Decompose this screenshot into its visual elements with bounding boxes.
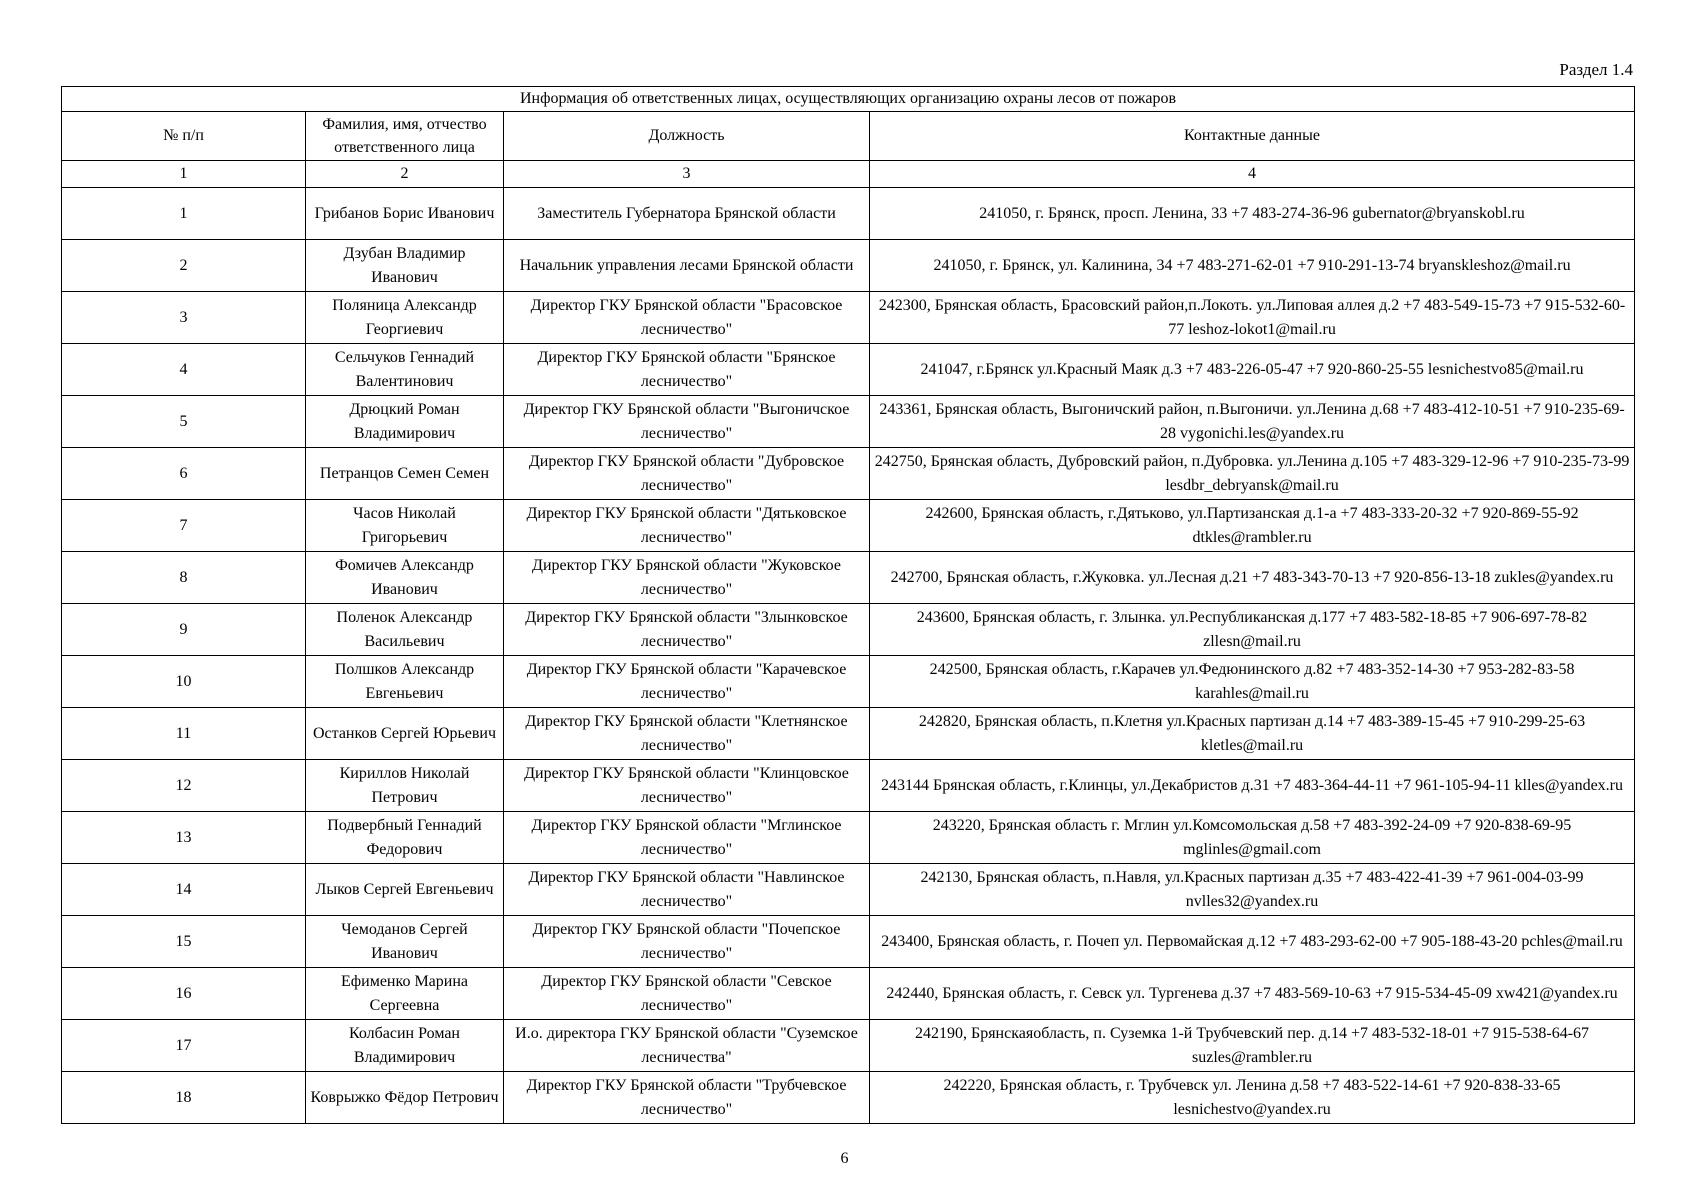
- row-number-cell: 6: [62, 448, 306, 500]
- column-number: 4: [870, 161, 1635, 188]
- table-row: [62, 656, 1635, 708]
- position-cell: Директор ГКУ Брянской области "Мглинское лесничество": [504, 812, 870, 864]
- table-row: [62, 292, 1635, 344]
- position-cell: Директор ГКУ Брянской области "Почепское лесничество": [504, 916, 870, 968]
- contacts-cell: 243220, Брянская область г. Мглин ул.Комсомольская д.58 +7 483-392-24-09 +7 920-838-69-95 mglinles@gmail.com: [870, 812, 1635, 864]
- position-cell: Директор ГКУ Брянской области "Карачевское лесничество": [504, 656, 870, 708]
- contacts-cell: 243144 Брянская область, г.Клинцы, ул.Декабристов д.31 +7 483-364-44-11 +7 961-105-94-11 klles@yandex.ru: [870, 760, 1635, 812]
- position-cell: Директор ГКУ Брянской области "Трубчевское лесничество": [504, 1072, 870, 1124]
- table-row: [62, 552, 1635, 604]
- row-number-cell: 7: [62, 500, 306, 552]
- contacts-cell: 242600, Брянская область, г.Дятьково, ул.Партизанская д.1-а +7 483-333-20-32 +7 920-869-55-92 dtkles@rambler.ru: [870, 500, 1635, 552]
- section-label: Раздел 1.4: [1559, 60, 1633, 79]
- person-name-cell: Полшков Александр Евгеньевич: [306, 656, 504, 708]
- row-number-cell: 18: [62, 1072, 306, 1124]
- contacts-cell: 243600, Брянская область, г. Злынка. ул.Республиканская д.177 +7 483-582-18-85 +7 906-697-78-82 zllesn@mail.ru: [870, 604, 1635, 656]
- row-number-cell: 16: [62, 968, 306, 1020]
- contacts-cell: 242300, Брянская область, Брасовский район,п.Локоть. ул.Липовая аллея д.2 +7 483-549-15-73 +7 915-532-60-77 leshoz-lokot1@mail.ru: [870, 292, 1635, 344]
- column-number: 1: [62, 161, 306, 188]
- table-row: [62, 500, 1635, 552]
- column-number: 2: [306, 161, 504, 188]
- position-cell: Директор ГКУ Брянской области "Брянское лесничество": [504, 344, 870, 396]
- contacts-cell: 242500, Брянская область, г.Карачев ул.Федюнинского д.82 +7 483-352-14-30 +7 953-282-83-58 karahles@mail.ru: [870, 656, 1635, 708]
- row-number-cell: 8: [62, 552, 306, 604]
- row-number-cell: 9: [62, 604, 306, 656]
- table-row: [62, 760, 1635, 812]
- contacts-cell: 243361, Брянская область, Выгоничский район, п.Выгоничи. ул.Ленина д.68 +7 483-412-10-51 +7 910-235-69-28 vygonichi.les@yandex.ru: [870, 396, 1635, 448]
- row-number-cell: 10: [62, 656, 306, 708]
- position-cell: Директор ГКУ Брянской области "Дубровское лесничество": [504, 448, 870, 500]
- table-row: [62, 864, 1635, 916]
- position-cell: Директор ГКУ Брянской области "Жуковское лесничество": [504, 552, 870, 604]
- person-name-cell: Дзубан Владимир Иванович: [306, 240, 504, 292]
- row-number-cell: 2: [62, 240, 306, 292]
- table-row: [62, 968, 1635, 1020]
- header-position: Должность: [504, 112, 870, 161]
- row-number-cell: 3: [62, 292, 306, 344]
- person-name-cell: Колбасин Роман Владимирович: [306, 1020, 504, 1072]
- table-row: [62, 916, 1635, 968]
- position-cell: И.о. директора ГКУ Брянской области "Суземское лесничества": [504, 1020, 870, 1072]
- contacts-cell: 241050, г. Брянск, ул. Калинина, 34 +7 483-271-62-01 +7 910-291-13-74 bryanskleshoz@mail.ru: [870, 240, 1635, 292]
- person-name-cell: Сельчуков Геннадий Валентинович: [306, 344, 504, 396]
- contacts-cell: 242130, Брянская область, п.Навля, ул.Красных партизан д.35 +7 483-422-41-39 +7 961-004-03-99 nvlles32@yandex.ru: [870, 864, 1635, 916]
- position-cell: Директор ГКУ Брянской области "Брасовское лесничество": [504, 292, 870, 344]
- table-row: [62, 708, 1635, 760]
- table-row: [62, 812, 1635, 864]
- contacts-cell: 243400, Брянская область, г. Почеп ул. Первомайская д.12 +7 483-293-62-00 +7 905-188-43-20 pchles@mail.ru: [870, 916, 1635, 968]
- position-cell: Директор ГКУ Брянской области "Дятьковское лесничество": [504, 500, 870, 552]
- row-number-cell: 13: [62, 812, 306, 864]
- table-row: [62, 344, 1635, 396]
- position-cell: Директор ГКУ Брянской области "Севское лесничество": [504, 968, 870, 1020]
- contacts-cell: 242820, Брянская область, п.Клетня ул.Красных партизан д.14 +7 483-389-15-45 +7 910-299-25-63 kletles@mail.ru: [870, 708, 1635, 760]
- person-name-cell: Поленок Александр Васильевич: [306, 604, 504, 656]
- person-name-cell: Чемоданов Сергей Иванович: [306, 916, 504, 968]
- row-number-cell: 1: [62, 188, 306, 240]
- person-name-cell: Останков Сергей Юрьевич: [306, 708, 504, 760]
- contacts-cell: 242220, Брянская область, г. Трубчевск ул. Ленина д.58 +7 483-522-14-61 +7 920-838-33-65 lesnichestvo@yandex.ru: [870, 1072, 1635, 1124]
- page-number: 6: [840, 1150, 849, 1167]
- row-number-cell: 14: [62, 864, 306, 916]
- person-name-cell: Подвербный Геннадий Федорович: [306, 812, 504, 864]
- column-number: 3: [504, 161, 870, 188]
- contacts-cell: 241047, г.Брянск ул.Красный Маяк д.3 +7 483-226-05-47 +7 920-860-25-55 lesnichestvo85@mail.ru: [870, 344, 1635, 396]
- position-cell: Начальник управления лесами Брянской области: [504, 240, 870, 292]
- contacts-cell: 242190, Брянскаяобласть, п. Суземка 1-й Трубчевский пер. д.14 +7 483-532-18-01 +7 915-538-64-67 suzles@rambler.ru: [870, 1020, 1635, 1072]
- row-number-cell: 15: [62, 916, 306, 968]
- header-number: № п/п: [62, 112, 306, 161]
- contacts-cell: 242750, Брянская область, Дубровский район, п.Дубровка. ул.Ленина д.105 +7 483-329-12-96 +7 910-235-73-99 lesdbr_debryansk@mail.ru: [870, 448, 1635, 500]
- row-number-cell: 5: [62, 396, 306, 448]
- person-name-cell: Поляница Александр Георгиевич: [306, 292, 504, 344]
- table-row: [62, 1072, 1635, 1124]
- person-name-cell: Грибанов Борис Иванович: [306, 188, 504, 240]
- position-cell: Директор ГКУ Брянской области "Злынковское лесничество": [504, 604, 870, 656]
- header-name: Фамилия, имя, отчество ответственного лица: [306, 112, 504, 161]
- position-cell: Директор ГКУ Брянской области "Навлинское лесничество": [504, 864, 870, 916]
- person-name-cell: Лыков Сергей Евгеньевич: [306, 864, 504, 916]
- position-cell: Заместитель Губернатора Брянской области: [504, 188, 870, 240]
- table-row: [62, 448, 1635, 500]
- table-row: [62, 396, 1635, 448]
- table-body: [62, 188, 1635, 1124]
- position-cell: Директор ГКУ Брянской области "Клинцовское лесничество": [504, 760, 870, 812]
- person-name-cell: Кириллов Николай Петрович: [306, 760, 504, 812]
- person-name-cell: Часов Николай Григорьевич: [306, 500, 504, 552]
- table-row: [62, 188, 1635, 240]
- table-row: [62, 604, 1635, 656]
- person-name-cell: Петранцов Семен Семен: [306, 448, 504, 500]
- position-cell: Директор ГКУ Брянской области "Выгоничское лесничество": [504, 396, 870, 448]
- table-row: [62, 240, 1635, 292]
- table-row: [62, 1020, 1635, 1072]
- contacts-cell: 242440, Брянская область, г. Севск ул. Тургенева д.37 +7 483-569-10-63 +7 915-534-45-09 xw421@yandex.ru: [870, 968, 1635, 1020]
- row-number-cell: 12: [62, 760, 306, 812]
- position-cell: Директор ГКУ Брянской области "Клетнянское лесничество": [504, 708, 870, 760]
- person-name-cell: Коврыжко Фёдор Петрович: [306, 1072, 504, 1124]
- person-name-cell: Ефименко Марина Сергеевна: [306, 968, 504, 1020]
- table-title: Информация об ответственных лицах, осуществляющих организацию охраны лесов от пожаров: [62, 87, 1635, 112]
- contacts-cell: 242700, Брянская область, г.Жуковка. ул.Лесная д.21 +7 483-343-70-13 +7 920-856-13-18 zukles@yandex.ru: [870, 552, 1635, 604]
- person-name-cell: Фомичев Александр Иванович: [306, 552, 504, 604]
- person-name-cell: Дрюцкий Роман Владимирович: [306, 396, 504, 448]
- responsible-persons-table: [61, 86, 1635, 1124]
- header-contacts: Контактные данные: [870, 112, 1635, 161]
- row-number-cell: 4: [62, 344, 306, 396]
- contacts-cell: 241050, г. Брянск, просп. Ленина, 33 +7 483-274-36-96 gubernator@bryanskobl.ru: [870, 188, 1635, 240]
- row-number-cell: 11: [62, 708, 306, 760]
- row-number-cell: 17: [62, 1020, 306, 1072]
